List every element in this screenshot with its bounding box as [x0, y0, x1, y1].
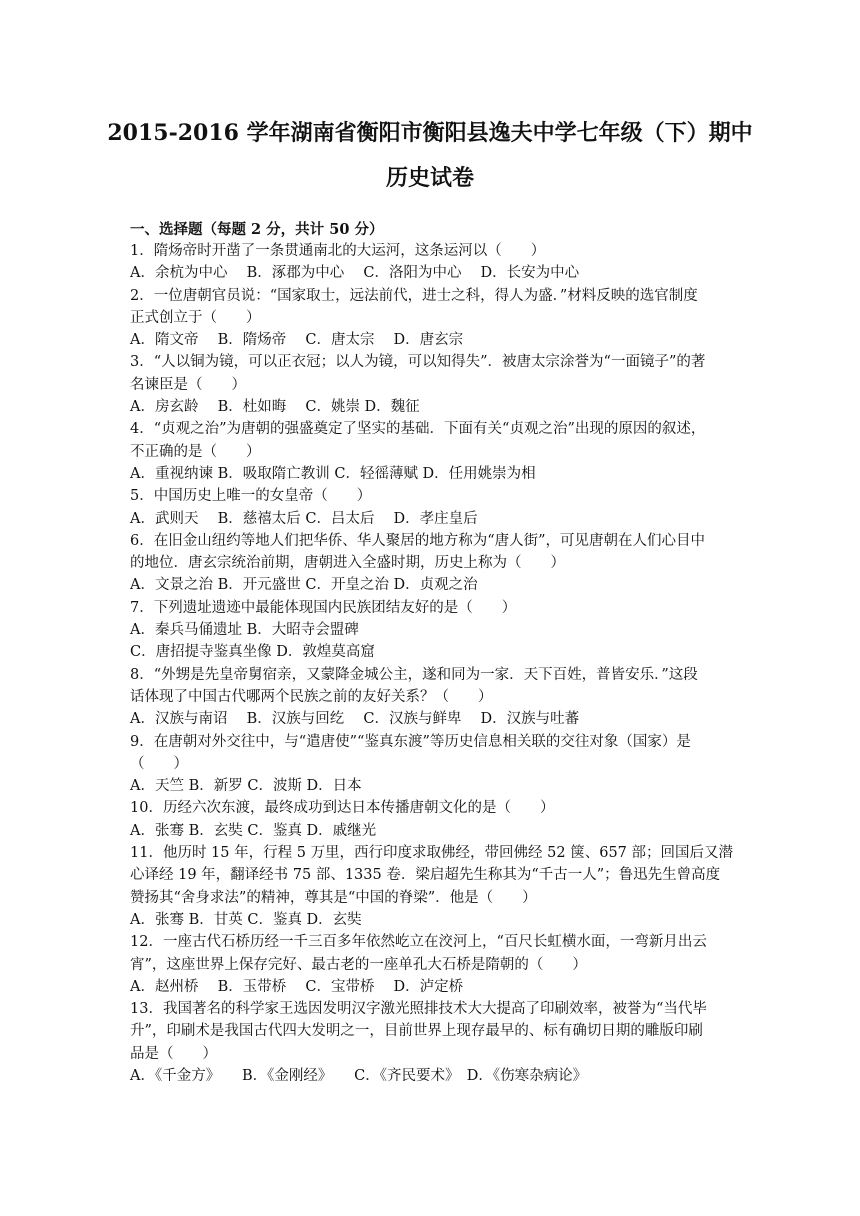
question-text: 心译经 19 年，翻译经书 75 部、1335 卷．梁启超先生称其为“千古一人”；鲁迅先生曾高度 [130, 867, 721, 884]
answer-options: A．张骞 B．甘英 C．鉴真 D．玄奘 [130, 911, 362, 928]
question-item [130, 797, 735, 842]
question-text: 12．一座古代石桥历经一千三百多年依然屹立在洨河上，“百尺长虹横水面，一弯新月出云 [130, 934, 707, 951]
question-text: 6．在旧金山纽约等地人们把华侨、华人聚居的地方称为“唐人街”，可见唐朝在人们心目中 [130, 532, 706, 549]
question-item [130, 485, 735, 530]
answer-options: C．唐招提寺鉴真坐像 D．敦煌莫高窟 [130, 644, 375, 661]
page-subtitle: 历史试卷 [385, 165, 474, 191]
question-text: 升”，印刷术是我国古代四大发明之一，目前世界上现存最早的、标有确切日期的雕版印刷 [130, 1023, 703, 1040]
answer-options: A．赵州桥 B．玉带桥 C．宝带桥 D．泸定桥 [130, 978, 464, 995]
question-text: 2．一位唐朝官员说：“国家取士，远法前代，进士之科，得人为盛．”材料反映的选官制度 [130, 287, 698, 304]
question-item [130, 842, 735, 931]
question-text: 8．“外甥是先皇帝舅宿亲，又蒙降金城公主，遂和同为一家．天下百姓，普皆安乐．”这段 [130, 666, 698, 683]
question-text: 7．下列遗址遗迹中最能体现国内民族团结友好的是（ ） [130, 599, 517, 616]
question-item [130, 664, 735, 731]
answer-options: A．天竺 B．新罗 C．波斯 D．日本 [130, 778, 362, 795]
question-text: 1．隋炀帝时开凿了一条贯通南北的大运河，这条运河以（ ） [130, 243, 546, 259]
question-text: 10．历经六次东渡，最终成功到达日本传播唐朝文化的是（ ） [130, 800, 555, 817]
question-text: 品是（ ） [130, 1045, 217, 1062]
answer-options: A．隋文帝 B．隋炀帝 C．唐太宗 D．唐玄宗 [130, 332, 464, 349]
question-text: 3．“人以铜为镜，可以正衣冠；以人为镜，可以知得失”．被唐太宗涂誉为“一面镜子”的著 [130, 354, 706, 371]
question-text: 不正确的是（ ） [130, 443, 261, 460]
page-title: 2015-2016 学年湖南省衡阳市衡阳县逸夫中学七年级（下）期中 [107, 120, 753, 146]
answer-options: A．张骞 B．玄奘 C．鉴真 D．戚继光 [130, 822, 377, 839]
question-item [130, 240, 735, 285]
question-text: 名谏臣是（ ） [130, 376, 246, 393]
answer-options: A．余杭为中心 B．涿郡为中心 C．洛阳为中心 D．长安为中心 [130, 265, 580, 282]
question-item [130, 931, 735, 998]
question-text: 5．中国历史上唯一的女皇帝（ ） [130, 488, 372, 505]
question-text: （ ） [130, 755, 188, 772]
question-text: 正式创立于（ ） [130, 309, 261, 326]
question-item [130, 285, 735, 352]
question-text: 4．“贞观之治”为唐朝的强盛奠定了坚实的基础．下面有关“贞观之治”出现的原因的叙述， [130, 421, 706, 438]
question-item [130, 998, 735, 1087]
question-list [130, 240, 735, 1087]
question-text: 的地位．唐玄宗统治前期，唐朝进入全盛时期，历史上称为（ ） [130, 555, 565, 572]
question-item [130, 530, 735, 597]
question-text: 11．他历时 15 年，行程 5 万里，西行印度求取佛经，带回佛经 52 箧、657 部；回国后又潜 [130, 845, 734, 862]
answer-options: A．汉族与南诏 B．汉族与回纥 C．汉族与鲜卑 D．汉族与吐蕃 [130, 711, 580, 728]
question-text: 13．我国著名的科学家王选因发明汉字激光照排技术大大提高了印刷效率，被誉为“当代毕 [130, 1001, 707, 1018]
answer-options: A．武则天 B．慈禧太后 C．吕太后 D．孝庄皇后 [130, 510, 478, 527]
answer-options: A．《千金方》 B．《金刚经》 C．《齐民要术》 D．《伤寒杂病论》 [130, 1067, 588, 1084]
question-item [130, 731, 735, 798]
question-item [130, 418, 735, 485]
question-text: 宵”，这座世界上保存完好、最古老的一座单孔大石桥是隋朝的（ ） [130, 956, 587, 973]
answer-options: A．重视纳谏 B．吸取隋亡教训 C．轻徭薄赋 D．任用姚崇为相 [130, 465, 536, 482]
section-header: 一、选择题（每题 2 分，共计 50 分） [130, 221, 384, 238]
question-item [130, 597, 735, 664]
answer-options: A．秦兵马俑遗址 B．大昭寺会盟碑 [130, 622, 359, 639]
question-text: 9．在唐朝对外交往中，与“遣唐使”“鉴真东渡”等历史信息相关联的交往对象（国家）是 [130, 733, 691, 750]
answer-options: A．文景之治 B．开元盛世 C．开皇之治 D．贞观之治 [130, 577, 478, 594]
answer-options: A．房玄龄 B．杜如晦 C．姚崇 D．魏征 [130, 399, 420, 416]
question-text: 赞扬其“舍身求法”的精神，尊其是“中国的脊梁”．他是（ ） [130, 889, 537, 906]
question-item [130, 351, 735, 418]
question-text: 话体现了中国古代哪两个民族之前的友好关系？（ ） [130, 688, 493, 705]
